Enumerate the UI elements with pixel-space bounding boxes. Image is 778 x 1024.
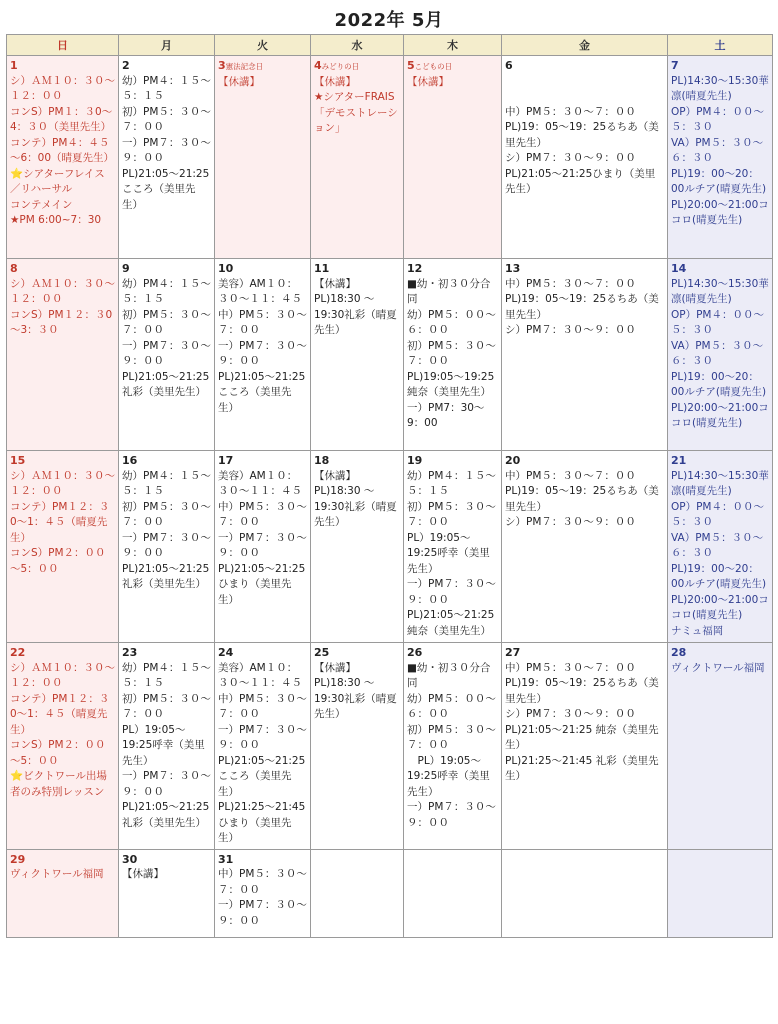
day-cell bbox=[502, 643, 668, 850]
day-cell bbox=[668, 56, 773, 259]
day-cell bbox=[404, 56, 502, 259]
day-events: 中）PM５：３０～７：００ PL)19：05～19：25るちあ（美里先生） シ）PM７：３０～９：００ PL)21:05～21:25ひまり（美里先生） bbox=[505, 105, 659, 195]
day-events: 【休講】 bbox=[218, 75, 260, 88]
day-number: 16 bbox=[122, 454, 138, 467]
day-events: PL)14:30～15:30華凛(晴夏先生) OP）PM４：００～５：３０ VA）PM５：３０～６：３０ PL)19：00～20：00ルチア(晴夏先生) PL)20:00～21:00ココロ(晴夏先生) bbox=[671, 74, 769, 226]
day-cell bbox=[668, 259, 773, 451]
day-number: 21 bbox=[671, 454, 687, 467]
day-number: 17 bbox=[218, 454, 234, 467]
day-number: 9 bbox=[122, 262, 130, 275]
day-events: 美容）AM１０：３０～１１：４５ 中）PM５：３０～７：００ 一）PM７：３０～９：００ PL)21:05～21:25こころ（美里先生） bbox=[218, 277, 307, 414]
day-cell bbox=[119, 849, 215, 937]
day-cell-empty bbox=[668, 849, 773, 937]
day-cell bbox=[502, 259, 668, 451]
day-number: 18 bbox=[314, 454, 330, 467]
day-cell bbox=[215, 451, 311, 643]
day-events: PL)14:30～15:30華凛(晴夏先生) OP）PM４：００～５：３０ VA）PM５：３０～６：３０ PL)19：00～20：00ルチア(晴夏先生) PL)20:00～21:00ココロ(晴夏先生) bbox=[671, 277, 769, 429]
day-cell bbox=[502, 56, 668, 259]
weekday-thu: 木 bbox=[404, 35, 502, 56]
day-number: 19 bbox=[407, 454, 423, 467]
day-events: 幼）PM４：１５～５：１５ 初）PM５：３０～７：００ 一）PM７：３０～９：００ PL)21:05～21:25礼彩（美里先生） bbox=[122, 277, 211, 398]
day-cell bbox=[7, 849, 119, 937]
day-cell bbox=[7, 643, 119, 850]
day-number: 12 bbox=[407, 262, 423, 275]
week-row bbox=[7, 451, 773, 643]
day-number: 11 bbox=[314, 262, 330, 275]
holiday-name: みどりの日 bbox=[321, 62, 360, 71]
day-number: 26 bbox=[407, 646, 423, 659]
day-number: 4 bbox=[314, 59, 322, 72]
day-events: ■幼・初３０分合同 幼）PM５：００～６：００ 初）PM５：３０～７：００ PL)19:05～19:25純奈（美里先生） 一）PM7：30～9：00 bbox=[407, 277, 496, 429]
day-events: 幼）PM４：１５～５：１５ 初）PM５：３０～７：００ PL）19:05～19:25呼幸（美里先生） 一）PM７：３０～９：００ PL)21:05～21:25礼彩（美里先生） bbox=[122, 661, 211, 829]
day-events: 【休講】 ★シアターFRAIS 「デモストレーション」 bbox=[314, 75, 398, 134]
day-number: 28 bbox=[671, 646, 687, 659]
day-number: 15 bbox=[10, 454, 26, 467]
day-cell bbox=[119, 643, 215, 850]
week-row bbox=[7, 643, 773, 850]
day-cell bbox=[215, 849, 311, 937]
holiday-name: こどもの日 bbox=[414, 62, 453, 71]
calendar-table bbox=[6, 34, 773, 938]
day-events: 美容）AM１０：３０～１１：４５ 中）PM５：３０～７：００ 一）PM７：３０～９：００ PL)21:05～21:25こころ（美里先生） PL)21:25～21:45ひまり（美里先生） bbox=[218, 661, 307, 844]
day-number: 27 bbox=[505, 646, 521, 659]
day-events: 中）PM５：３０～７：００ PL)19：05～19：25るちあ（美里先生） シ）PM７：３０～９：００ PL)21:05～21:25 純奈（美里先生） PL)21:25～21:45 礼彩（美里先生） bbox=[505, 661, 659, 782]
day-cell bbox=[404, 259, 502, 451]
day-cell-empty bbox=[404, 849, 502, 937]
day-number: 13 bbox=[505, 262, 521, 275]
day-cell bbox=[215, 56, 311, 259]
day-number: 22 bbox=[10, 646, 26, 659]
day-number: 23 bbox=[122, 646, 138, 659]
weekday-fri: 金 bbox=[502, 35, 668, 56]
day-events: 【休講】 bbox=[407, 75, 449, 88]
day-cell bbox=[7, 259, 119, 451]
day-cell bbox=[502, 451, 668, 643]
day-number: 30 bbox=[122, 852, 138, 866]
day-cell bbox=[311, 643, 404, 850]
day-events: シ）ＡＭ１０：３０～１２：００ コンテ）PM１２：３0～1：４５（晴夏先生） コンS）PM２：００～5：００ ⭐ビクトワール出場者のみ特別レッスン bbox=[10, 661, 115, 798]
day-cell bbox=[668, 451, 773, 643]
day-events: シ）ＡＭ１０：３０～１２：００ コンS）PM１：３0～4：３０（美里先生） コンテ）PM４：４５～6：00（晴夏先生） ⭐シアターフレイス／リハーサル コンテメイン ★PM 6:00~7：30 bbox=[10, 74, 115, 226]
weekday-sat: 土 bbox=[668, 35, 773, 56]
weekday-tue: 火 bbox=[215, 35, 311, 56]
week-row bbox=[7, 259, 773, 451]
weekday-mon: 月 bbox=[119, 35, 215, 56]
day-number: 20 bbox=[505, 454, 521, 467]
day-events: 中）PM５：３０～７：００ PL)19：05～19：25るちあ（美里先生） シ）PM７：３０～９：００ bbox=[505, 469, 659, 528]
day-number: 3 bbox=[218, 59, 226, 72]
day-events: ヴィクトワール福岡 bbox=[10, 868, 104, 880]
day-cell bbox=[119, 451, 215, 643]
calendar-title: 2022年 5月 bbox=[334, 10, 444, 31]
day-cell bbox=[215, 643, 311, 850]
day-events: 【休講】 PL)18:30 ～19:30礼彩（晴夏先生） bbox=[314, 469, 397, 528]
day-number: 24 bbox=[218, 646, 234, 659]
day-events: 【休講】 PL)18:30 ～19:30礼彩（晴夏先生） bbox=[314, 661, 397, 720]
day-number: 8 bbox=[10, 262, 18, 275]
week-row bbox=[7, 849, 773, 937]
day-cell bbox=[7, 451, 119, 643]
weekday-sun: 日 bbox=[7, 35, 119, 56]
day-events: 美容）AM１０：３０～１１：４５ 中）PM５：３０～７：００ 一）PM７：３０～９：００ PL)21:05～21:25ひまり（美里先生） bbox=[218, 469, 307, 606]
day-events: 幼）PM４：１５～５：１５ 初）PM５：３０～７：００ 一）PM７：３０～９：００ PL)21:05～21:25こころ（美里先生） bbox=[122, 74, 211, 211]
day-number: 6 bbox=[505, 59, 513, 72]
day-events: PL)14:30～15:30華凛(晴夏先生) OP）PM４：００～５：３０ VA）PM５：３０～６：３０ PL)19：00～20：00ルチア(晴夏先生) PL)20:00～21:00ココロ(晴夏先生) ナミュ福岡 bbox=[671, 469, 769, 637]
day-number: 7 bbox=[671, 59, 679, 72]
day-number: 10 bbox=[218, 262, 234, 275]
day-cell bbox=[311, 259, 404, 451]
day-number: 14 bbox=[671, 262, 687, 275]
day-number: 29 bbox=[10, 852, 26, 866]
day-cell bbox=[311, 451, 404, 643]
day-cell bbox=[404, 643, 502, 850]
day-events: 【休講】 bbox=[122, 868, 164, 880]
day-events: 幼）PM４：１５～５：１５ 初）PM５：３０～７：００ PL）19:05～19:25呼幸（美里先生） 一）PM７：３０～９：００ PL)21:05～21:25 純奈（美里先生） bbox=[407, 469, 496, 637]
day-events: 中）PM５：３０～７：００ 一）PM７：３０～９：００ bbox=[218, 868, 307, 927]
day-events: 【休講】 PL)18:30 ～19:30礼彩（晴夏先生） bbox=[314, 277, 397, 336]
day-number: 2 bbox=[122, 59, 130, 72]
day-events: 中）PM５：３０～７：００ PL)19：05～19：25るちあ（美里先生） シ）PM７：３０～９：００ bbox=[505, 277, 659, 336]
weekday-wed: 水 bbox=[311, 35, 404, 56]
weekday-header-row bbox=[7, 35, 773, 56]
day-number: 31 bbox=[218, 852, 234, 866]
day-events: シ）ＡＭ１０：３０～１２：００ コンS）PM１２：３0～3：３０ bbox=[10, 277, 115, 336]
day-cell bbox=[7, 56, 119, 259]
day-number: 25 bbox=[314, 646, 330, 659]
day-events: ヴィクトワール福岡 bbox=[671, 661, 765, 674]
day-cell bbox=[404, 451, 502, 643]
day-cell-empty bbox=[311, 849, 404, 937]
day-number: 1 bbox=[10, 59, 18, 72]
day-events: シ）ＡＭ１０：３０～１２：００ コンテ）PM１２：３0～1：４５（晴夏先生） コンS）PM２：００～5：００ bbox=[10, 469, 115, 575]
day-number: 5 bbox=[407, 59, 415, 72]
week-row bbox=[7, 56, 773, 259]
day-cell bbox=[215, 259, 311, 451]
day-cell-empty bbox=[502, 849, 668, 937]
day-cell bbox=[668, 643, 773, 850]
day-cell bbox=[119, 56, 215, 259]
day-events: 幼）PM４：１５～５：１５ 初）PM５：３０～７：００ 一）PM７：３０～９：００ PL)21:05～21:25礼彩（美里先生） bbox=[122, 469, 211, 590]
day-events: ■幼・初３０分合同 幼）PM５：００～６：００ 初）PM５：３０～７：００ PL）19:05～19:25呼幸（美里先生） 一）PM７：３０～９：００ bbox=[407, 661, 496, 829]
day-cell bbox=[311, 56, 404, 259]
day-cell bbox=[119, 259, 215, 451]
holiday-name: 憲法記念日 bbox=[225, 62, 264, 71]
